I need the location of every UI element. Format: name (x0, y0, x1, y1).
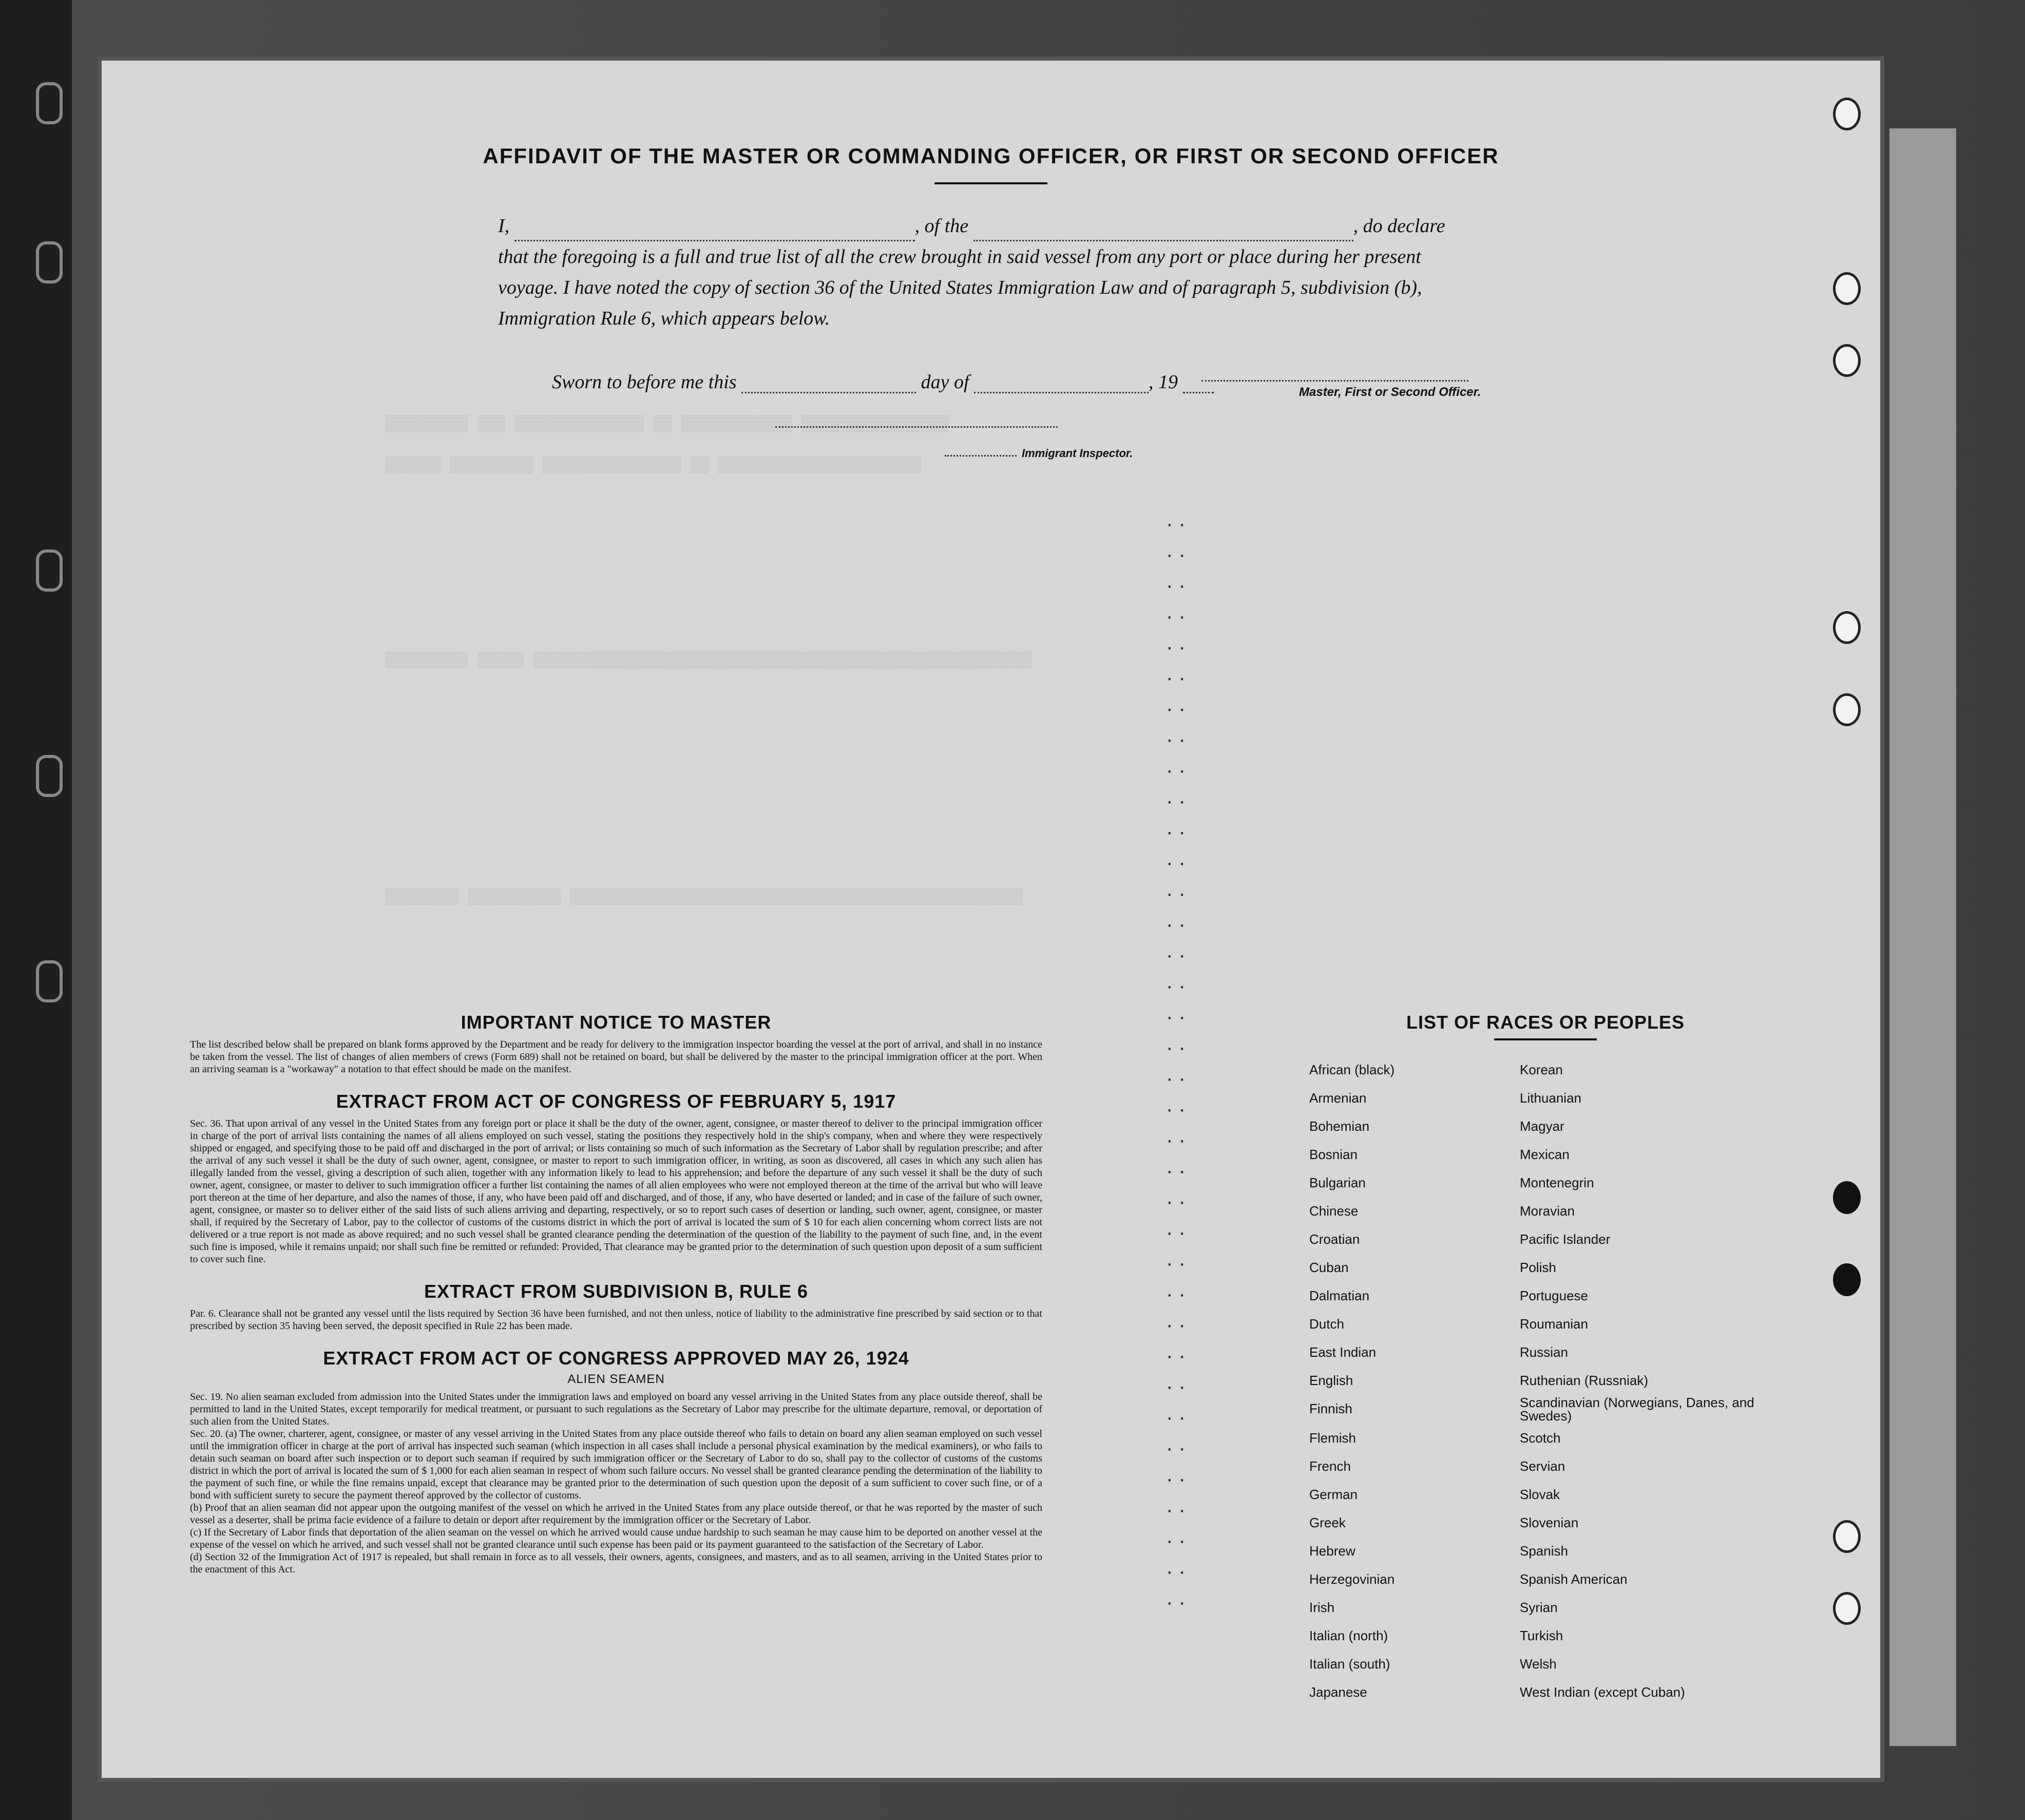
act-1917-text: Sec. 36. That upon arrival of any vessel in the United States from any foreign port or place it shall be the duty of the owner, agent, consignee, or master thereof to deliver to the principal immigration officer in charge of the port of arrival lists containing the names of all aliens employed on such vessel, stating the positions they respectively hold in the ship's company, when and where they were respectively shipped or engaged, and specifying those to be paid off and discharged in the port of arrival; or lists containing so much of such information as the Secretary of Labor shall by regulation prescribe; and after the arrival of any such vessel it shall be the duty of such owner, agent, consignee, or master to report to such immigration officer, in writing, as soon as discovered, all cases in which any such alien has illegally landed from the vessel, giving a description of such alien, together with any information likely to lead to his apprehension; and before the departure of any such vessel it shall be the duty of such owner, agent, consignee, or master to deliver to such immigration officer a further list containing the names of all alien employees who were not employed thereon at the time of the arrival but who will leave port thereon at the time of her departure, and also the names of those, if any, who have been paid off and discharged, and of those, if any, who have deserted or landed; and in case of the failure of such owner, agent, consignee, or master so to deliver either of the said lists of such aliens arriving and departing, respectively, or so to report such cases of desertion or landing, such owner, agent, consignee, or master shall, if required by the Secretary of Labor, pay to the collector of customs of the customs district in which the port of arrival is located the sum of $ 10 for each alien concerning whom correct lists are not delivered or a true report is not made as above required; and no such vessel shall be granted clearance pending the determination of the question of the liability to the payment of such fine, and, in the event such fine is imposed, while it remains unpaid; nor shall such fine be remitted or refunded: Provided, That clearance may be granted prior to the determination of such question upon deposit of a sum sufficient to cover such fine. (190, 1118, 1042, 1265)
race-item: Italian (north) (1309, 1628, 1388, 1643)
rule-6-text: Par. 6. Clearance shall not be granted any vessel until the lists required by Section 36 have been furnished, and not then unless, notice of liability to the administrative fine prescribed by said section or to that prescribed by section 35 having been served, the deposit specified in Rule 22 has been made. (190, 1308, 1042, 1332)
sec-20a-text: Sec. 20. (a) The owner, charterer, agent, consignee, or master of any vessel arriving in the United States from any place outside thereof who fails to detain on board any alien seaman employed on such vessel until the immigration officer in charge at the port of arrival has inspected such seaman (which inspection in all cases shall include a personal physical examination by the medical examiners), or who fails to detain such seaman on board after such inspection or to deport such seaman if required by such immigration officer or the Secretary of Labor to do so, shall pay to the collector of customs of the customs district in which the port of arrival is located the sum of $ 1,000 for each alien seaman in respect of whom such failure occurs. No vessel shall be granted clearance pending the determination of the liability to the payment of such fine, or while the fine remains unpaid, except that clearance may be granted prior to the determination of such question upon the deposit of a sum sufficient to cover such fine, or of a bond with sufficient surety to secure the payment thereof approved by the collector of customs. (190, 1428, 1042, 1501)
race-item: Slovak (1520, 1487, 1560, 1502)
races-grid (1309, 1056, 1782, 1707)
sec-20c-text: (c) If the Secretary of Labor finds that deportation of the alien seaman on the vessel on which he arrived would cause undue hardship to such seaman he may cause him to be deported on another vessel at the expense of the vessel on which he arrived, and such vessel shall not be granted clearance until such expense has been paid or its payment guaranteed to the satisfaction of the Secretary of Labor. (190, 1527, 1042, 1550)
punch-hole (1833, 1592, 1861, 1625)
affidavit-title: AFFIDAVIT OF THE MASTER OR COMMANDING OFFICER, OR FIRST OR SECOND OFFICER (483, 144, 1499, 168)
race-item: Finnish (1309, 1401, 1352, 1416)
affidavit-line-1 (498, 211, 1628, 241)
notices-column (190, 1012, 1042, 1576)
punch-hole (1833, 693, 1861, 726)
race-item: Slovenian (1520, 1515, 1579, 1530)
sworn-month-field[interactable] (974, 374, 1149, 393)
sec-20b-text: (b) Proof that an alien seaman did not appear upon the outgoing manifest of the vessel on which he arrived in the United States from any place outside thereof, or that he was reported by the master of such vessel as a deserter, shall be prima facie evidence of a failure to detain or deport after requirement by the immigration officer or the Secretary of Labor. (190, 1502, 1042, 1526)
race-item: Chinese (1309, 1203, 1359, 1219)
race-item: Hebrew (1309, 1543, 1355, 1559)
race-item: Turkish (1520, 1628, 1563, 1643)
race-item: Lithuanian (1520, 1090, 1581, 1106)
race-item: Cuban (1309, 1260, 1349, 1275)
race-item: Spanish (1520, 1543, 1568, 1559)
race-item: Korean (1520, 1062, 1563, 1077)
sec-20d-text: (d) Section 32 of the Immigration Act of 1917 is repealed, but shall remain in force as to all vessels, their owners, agents, consignees, and masters, and as to all seamen, arriving in the United States prior to the enactment of this Act. (190, 1551, 1042, 1575)
label-day-of: day of (921, 371, 969, 393)
binder-ring (36, 960, 63, 1002)
race-item: Scandinavian (Norwegians, Danes, and Swedes) (1520, 1395, 1754, 1424)
race-item: Japanese (1309, 1684, 1367, 1700)
form-page (98, 56, 1884, 1782)
race-item: Bulgarian (1309, 1175, 1366, 1190)
sworn-line (552, 371, 1214, 393)
race-item: Scotch (1520, 1430, 1561, 1446)
race-item: Armenian (1309, 1090, 1367, 1106)
race-item: Ruthenian (Russniak) (1520, 1373, 1649, 1388)
punch-hole (1833, 1263, 1861, 1296)
inspector-dot-leader (945, 455, 1017, 457)
race-item: Servian (1520, 1458, 1565, 1474)
label-sworn: Sworn to before me this (552, 371, 737, 393)
affidavit-line-3: voyage. I have noted the copy of section 36 of the United States Immigration Law and of paragraph 5, subdivision (b), (498, 277, 1422, 298)
race-item: Greek (1309, 1515, 1346, 1530)
binder-ring (36, 755, 63, 797)
punch-hole (1833, 272, 1861, 305)
sworn-date-field[interactable] (741, 374, 916, 393)
race-item: East Indian (1309, 1344, 1377, 1360)
race-item: Spanish American (1520, 1571, 1628, 1587)
race-item: Moravian (1520, 1203, 1575, 1219)
race-item: Croatian (1309, 1231, 1360, 1247)
race-item: Magyar (1520, 1118, 1564, 1134)
bleed-through-text: ▒▒▒▒▒▒ ▒▒▒▒▒▒▒▒▒ ▒▒▒▒▒▒▒▒▒▒▒▒▒▒▒ ▒▒ ▒▒▒▒▒▒▒▒▒▒▒▒▒▒▒▒▒▒▒▒▒▒ (385, 457, 922, 475)
label-of-the: , of the (914, 215, 969, 237)
race-item: Herzegovinian (1309, 1571, 1395, 1587)
punch-hole (1833, 344, 1861, 377)
races-rule (1494, 1038, 1597, 1040)
notice-text: The list described below shall be prepared on blank forms approved by the Department and be ready for delivery to the immigration inspector boarding the vessel at the port of arrival, and shall in no instance be taken from the vessel. The list of changes of alien members of crews (Form 689) shall not be retained on board, but shall be delivered by the master to the principal immigration officer at the port. When an arriving seaman is a "workaway" a notation to that effect should be made on the manifest. (190, 1039, 1042, 1075)
label-i: I, (498, 215, 510, 237)
punch-hole (1833, 1181, 1861, 1214)
inspector-caption: Immigrant Inspector. (1022, 447, 1133, 460)
race-item: Roumanian (1520, 1316, 1588, 1332)
binder-ring (36, 549, 63, 592)
binder-strip (0, 0, 72, 1820)
races-list (1309, 1012, 1782, 1707)
binder-ring (36, 82, 63, 124)
race-item: Portuguese (1520, 1288, 1588, 1303)
sec-19-text: Sec. 19. No alien seaman excluded from admission into the United States under the immigration laws and employed on board any vessel arriving in the United States from any place outside thereof, shall be permitted to land in the United States, except temporarily for medical treatment, or pursuant to such regulations as the Secretary of Labor may prescribe for the ultimate departure, removal, or deportation of such alien from the United States. (190, 1391, 1042, 1427)
race-item: Flemish (1309, 1430, 1357, 1446)
race-item: Russian (1520, 1344, 1568, 1360)
act-1917-heading: EXTRACT FROM ACT OF CONGRESS OF FEBRUARY 5, 1917 (336, 1091, 896, 1112)
race-item: Italian (south) (1309, 1656, 1390, 1672)
race-item: Polish (1520, 1260, 1556, 1275)
race-item: West Indian (except Cuban) (1520, 1684, 1685, 1700)
punch-hole (1833, 98, 1861, 130)
race-item: German (1309, 1487, 1358, 1502)
underlying-page-edge (1889, 128, 1956, 1746)
race-item: Bosnian (1309, 1147, 1358, 1162)
race-item: Pacific Islander (1520, 1231, 1611, 1247)
bleed-through-text: ▒▒▒▒▒▒▒▒▒ ▒▒▒▒▒ ▒▒▒▒▒▒▒▒▒▒▒▒▒▒▒▒▒▒▒▒▒▒▒▒▒▒▒▒▒▒▒▒▒▒▒▒▒▒▒▒▒▒▒▒▒▒▒▒▒▒▒▒▒▒ (385, 652, 1033, 670)
punch-hole (1833, 611, 1861, 644)
vessel-field[interactable] (973, 222, 1353, 241)
label-year: , 19 (1149, 371, 1178, 393)
bleed-through-text: ▒▒▒▒▒▒▒▒ ▒▒▒▒▒▒▒▒▒▒ ▒▒▒▒▒▒▒▒▒▒▒▒▒▒▒▒▒▒▒▒▒▒▒▒▒▒▒▒▒▒▒▒▒▒▒▒▒▒▒▒▒▒▒▒▒▒▒▒▒ (385, 888, 1023, 906)
dot-leaders: · · · · · · · · · · · · · · · · · · · · · · · · · · · · · · · · · · · · · · · · · · · · · · · · · · · · · · · · · · · · · · · · · · · · · · · · (1166, 513, 1186, 1614)
act-1924-heading: EXTRACT FROM ACT OF CONGRESS APPROVED MAY 26, 1924 (323, 1348, 909, 1369)
race-item: Irish (1309, 1600, 1335, 1615)
races-heading: LIST OF RACES OR PEOPLES (1406, 1012, 1685, 1033)
race-item: Bohemian (1309, 1118, 1370, 1134)
signature-field[interactable] (1201, 380, 1468, 382)
bleed-through-text: ▒▒▒▒▒▒▒▒▒ ▒▒▒ ▒▒▒▒▒▒▒▒▒▒▒▒▒▒ ▒▒ ▒▒▒▒▒▒▒▒▒▒▒▒ ▒▒▒▒▒▒▒▒▒▒▒▒▒▒▒▒ (385, 416, 949, 433)
punch-hole (1833, 1520, 1861, 1553)
rule-6-heading: EXTRACT FROM SUBDIVISION B, RULE 6 (424, 1281, 809, 1302)
affidavit-text (498, 211, 1628, 334)
signature-caption: Master, First or Second Officer. (1299, 385, 1481, 399)
race-item: Syrian (1520, 1600, 1558, 1615)
race-item: African (black) (1309, 1062, 1395, 1077)
act-1924-subheading: ALIEN SEAMEN (567, 1372, 665, 1386)
race-item: Dutch (1309, 1316, 1344, 1332)
race-item: French (1309, 1458, 1351, 1474)
notice-heading: IMPORTANT NOTICE TO MASTER (461, 1012, 772, 1033)
race-item: Montenegrin (1520, 1175, 1594, 1190)
race-item: Welsh (1520, 1656, 1557, 1672)
sworn-year-field[interactable] (1183, 374, 1214, 393)
affidavit-line-4: Immigration Rule 6, which appears below. (498, 308, 830, 329)
binder-ring (36, 241, 63, 283)
name-field[interactable] (514, 222, 915, 241)
label-do-declare: , do declare (1353, 215, 1445, 237)
race-item: Dalmatian (1309, 1288, 1370, 1303)
inspector-signature-field[interactable] (775, 426, 1058, 428)
race-item: English (1309, 1373, 1353, 1388)
race-item: Mexican (1520, 1147, 1570, 1162)
title-rule (934, 182, 1047, 184)
affidavit-line-2: that the foregoing is a full and true list of all the crew brought in said vessel from any port or place during her present (498, 246, 1421, 268)
